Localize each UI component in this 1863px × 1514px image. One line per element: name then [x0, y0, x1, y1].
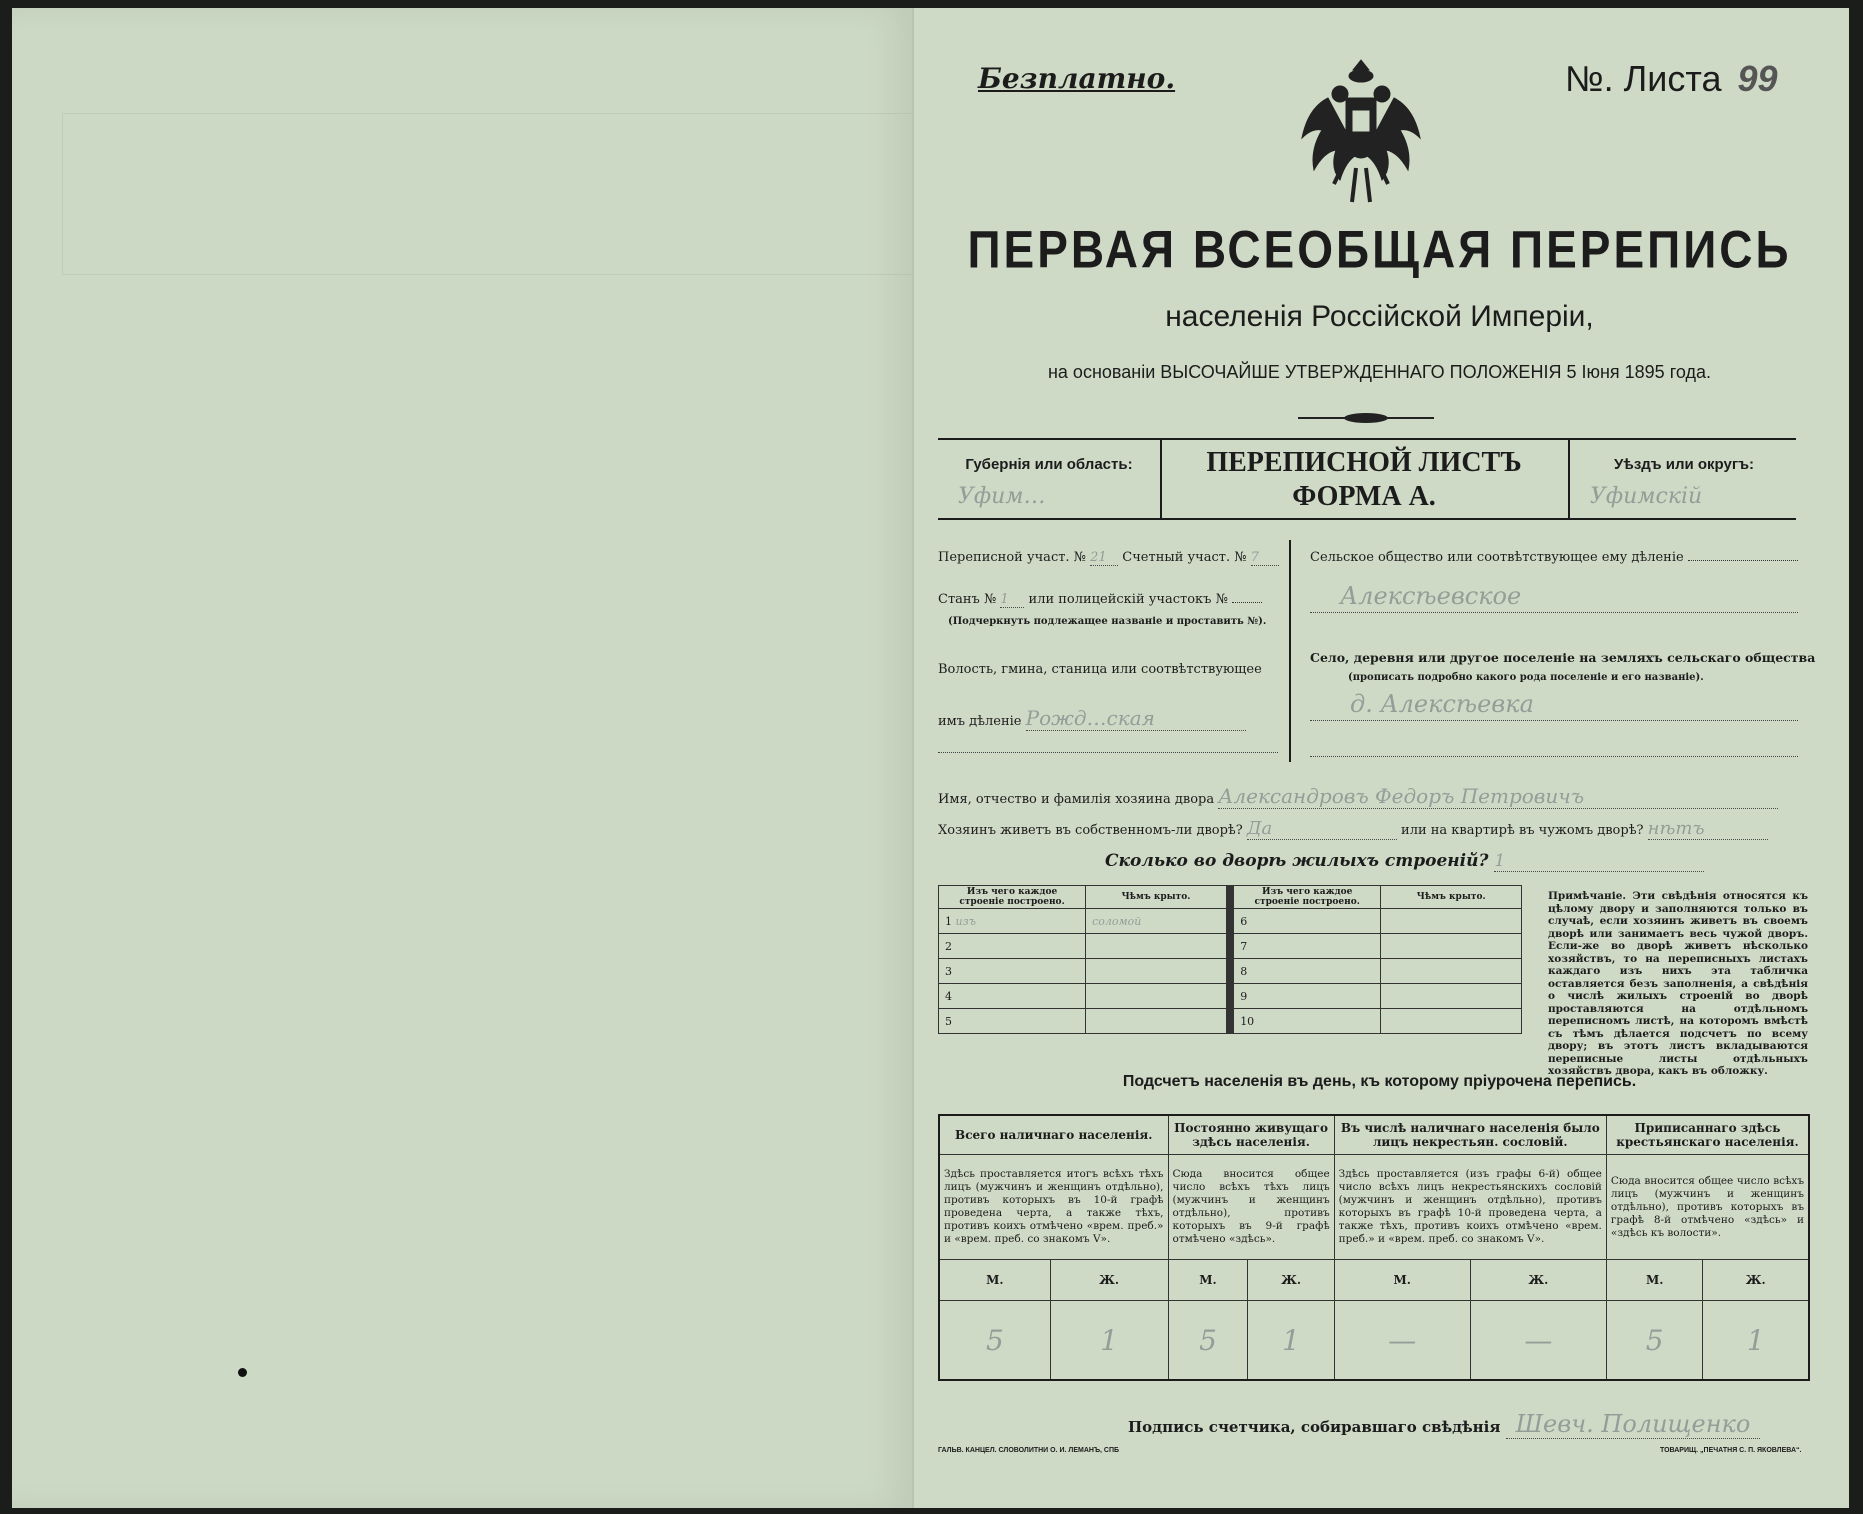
sheet-number: [1565, 58, 1778, 100]
signature-field: Подпись счетчика, собиравшаго свѣдѣнія Шевч. Полищенко: [1128, 1410, 1760, 1438]
village-value: д. Алексѣевка: [1350, 690, 1534, 718]
stan-field: Станъ № 1 или полицейскій участокъ №: [938, 592, 1262, 608]
province-value: Уфим…: [958, 484, 1046, 509]
census-area-value: 21: [1090, 550, 1118, 566]
buildings-table: Изъ чего каждое строеніе построено. Чѣмъ крыто. Изъ чего каждое строеніе построено. Чѣмъ крыто. 1 изъ соломой 6 2 7 3 8 4 9 5 10: [938, 885, 1522, 1034]
sheet-number-value: 99: [1737, 58, 1778, 99]
district-label: Уѣздъ или округъ:: [1613, 456, 1755, 473]
buildings-count: 1: [1494, 851, 1704, 872]
district-box: [1568, 440, 1798, 518]
pop-header-permanent: Постоянно живущаго здѣсь населенія.: [1168, 1115, 1334, 1155]
buildings-question: Сколько во дворѣ жилыхъ строеній? 1: [1105, 851, 1704, 872]
pop-header-present: Всего наличнаго населенія.: [939, 1115, 1168, 1155]
sheet-number-label: №. Листа: [1565, 58, 1722, 99]
own-yard-field: Хозяинъ живетъ въ собственномъ-ли дворѣ? Да или на квартирѣ въ чужомъ дворѣ? нѣтъ: [938, 818, 1768, 840]
form-subtitle: населенія Россійской Имперіи,: [1165, 300, 1594, 333]
volost-label: Волость, гмина, станица или соотвѣтствующее: [938, 662, 1262, 677]
column-divider: [1289, 540, 1291, 762]
printer-credit-right: ТОВАРИЩ. „ПЕЧАТНЯ С. П. ЯКОВЛЕВА“.: [1660, 1447, 1802, 1454]
rent-value: нѣтъ: [1648, 818, 1768, 840]
count-area-value: 7: [1251, 550, 1279, 566]
form-title-line2: ФОРМА А.: [1292, 481, 1436, 512]
decorative-flourish: [1298, 410, 1434, 426]
legal-basis: на основаніи ВЫСОЧАЙШЕ УТВЕРЖДЕННАГО ПОЛОЖЕНІЯ 5 Іюня 1895 года.: [1047, 362, 1711, 382]
own-yard-value: Да: [1247, 818, 1397, 840]
village-note: (прописать подробно какого рода поселеніе и его названіе).: [1348, 672, 1704, 683]
census-area-field: Переписной участ. № 21 Счетный участ. № 7: [938, 550, 1279, 566]
table-row: 3 8: [939, 959, 1522, 984]
district-value: Уфимскій: [1590, 484, 1703, 509]
society-value: Алексѣевское: [1340, 582, 1522, 610]
province-box: [938, 440, 1162, 518]
society-field: Сельское общество или соотвѣтствующее ему дѣленіе: [1310, 550, 1798, 565]
pop-header-nonpeasant: Въ числѣ наличнаго населенія было лицъ некрестьян. сословій.: [1334, 1115, 1606, 1155]
note-paragraph: Примѣчаніе. Эти свѣдѣнія относятся къ цѣлому двору и заполняются только въ случаѣ, если хозяинъ живетъ въ своемъ дворѣ или занимаетъ весь чужой дворъ. Если-же во дворѣ живетъ нѣсколько хозяйствъ, то на переписныхъ листахъ каждаго изъ нихъ эта табличка оставляется безъ заполненія, а свѣдѣнія о числѣ жилыхъ строеній во дворѣ проставляются на отдѣльномъ переписномъ листѣ, на которомъ вмѣстѣ съ тѣмъ дѣлается подсчетъ по всему двору; въ этотъ листъ вкладываются переписные листы отдѣльныхъ хозяйствъ двора, какъ въ обложку.: [1548, 890, 1808, 1077]
subcount-title: Подсчетъ населенія въ день, къ которому пріурочена перепись.: [1122, 1073, 1637, 1090]
owner-field: Имя, отчество и фамилія хозяина двора Александровъ Федоръ Петровичъ: [938, 784, 1778, 809]
table-row: 1 изъ соломой 6: [939, 909, 1522, 934]
form-title-line1: ПЕРЕПИСНОЙ ЛИСТЪ: [1206, 447, 1522, 478]
village-label: Село, деревня или другое поселеніе на земляхъ сельскаго общества: [1310, 650, 1816, 665]
volost-field: имъ дѣленіе Рожд…ская: [938, 706, 1246, 731]
double-headed-eagle-emblem: [1298, 58, 1424, 208]
stan-value: 1: [1000, 592, 1024, 608]
population-table: Всего наличнаго населенія. Постоянно живущаго здѣсь населенія. Въ числѣ наличнаго населенія было лицъ некрестьян. сословій. Приписаннаго здѣсь крестьянскаго населенія. Здѣсь проставляется итогъ всѣхъ тѣхъ лицъ (мужчинъ и женщинъ отдѣльно), противъ которыхъ въ 10-й графѣ проведена черта, а также тѣхъ, противъ коихъ отмѣчено «врем. преб.» и «врем. преб. со знакомъ V». Сюда вносится общее число всѣхъ тѣхъ лицъ (мужчинъ и женщинъ отдѣльно), противъ которыхъ въ 9-й графѣ отмѣчено «здѣсь». Здѣсь проставляется (изъ графы 6-й) общее число всѣхъ лицъ некрестьянскихъ сословій (мужчинъ и женщинъ отдѣльно), противъ которыхъ въ графѣ 10-й проведена черта, а также тѣхъ, противъ коихъ отмѣчено «врем. преб.» и «врем. преб. со знакомъ V». Сюда вносится общее число всѣхъ лицъ (мужчинъ и женщинъ отдѣльно), противъ которыхъ въ графѣ 8-й отмѣчено «здѣсь» и «здѣсь къ волости». М. Ж. М. Ж. М. Ж. М. Ж. 5 1 5 1 — — 5 1: [938, 1114, 1810, 1381]
printer-credit-left: ГАЛЬВ. КАНЦЕЛ. СЛОВОЛИТНИ О. И. ЛЕМАНЪ, СПБ: [938, 1447, 1120, 1454]
signature-value: Шевч. Полищенко: [1506, 1410, 1761, 1439]
header-band: [938, 438, 1796, 520]
table-row: 4 9: [939, 984, 1522, 1009]
province-label: Губернія или область:: [965, 456, 1133, 473]
table-row: 2 7: [939, 934, 1522, 959]
underline-note: (Подчеркнуть подлежащее названіе и проставить №).: [948, 616, 1267, 627]
form-title: ПЕРВАЯ ВСЕОБЩАЯ ПЕРЕПИСЬ: [967, 219, 1792, 279]
pop-header-assigned: Приписаннаго здѣсь крестьянскаго населенія.: [1606, 1115, 1809, 1155]
owner-value: Александровъ Федоръ Петровичъ: [1218, 784, 1778, 809]
ink-spot: [238, 1368, 247, 1377]
volost-value: Рожд…ская: [1026, 706, 1246, 731]
table-row: 5 10: [939, 1009, 1522, 1034]
free-label: Безплатно.: [978, 62, 1176, 95]
form-type-title: [1160, 446, 1568, 514]
faded-table-imprint: [62, 113, 914, 275]
table-row: 5 1 5 1 — — 5 1: [939, 1301, 1809, 1381]
left-blank-page: [12, 8, 912, 1508]
